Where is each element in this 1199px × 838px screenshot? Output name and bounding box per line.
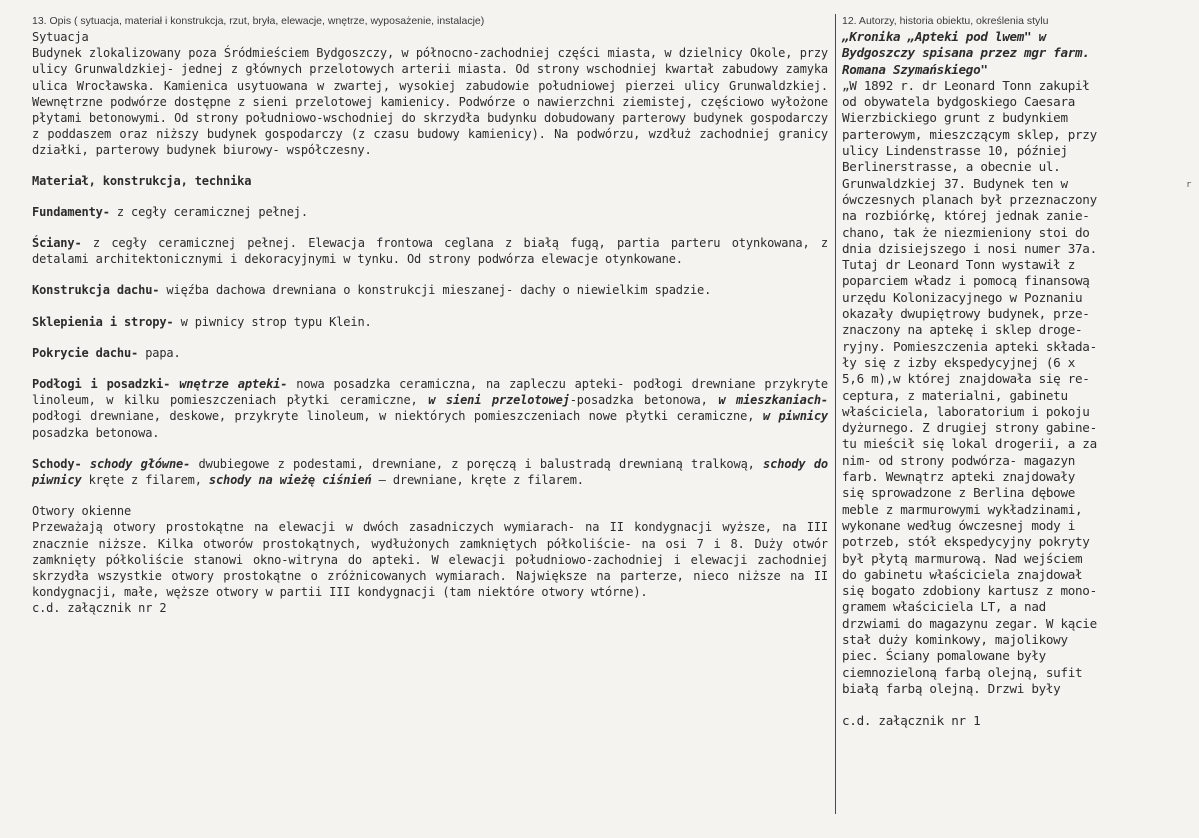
chronicle-line: był płytą marmurową. Nad wejściem (842, 550, 1083, 566)
chronicle-line: meble z marmurowymi wykładzinami, (842, 501, 1083, 517)
chronicle-line: ulicy Lindenstrasse 10, później (842, 143, 1068, 159)
sytuacja-title: Sytuacja (32, 30, 89, 44)
sklepienia-label: Sklepienia i stropy- (32, 314, 174, 329)
chronicle-line: parterowym, mieszczącym sklep, przy (842, 126, 1097, 142)
chronicle-line: znaczony na aptekę i sklep droge- (842, 322, 1083, 338)
schody-label: Schody- (32, 456, 82, 471)
history-column (842, 14, 1152, 729)
podlogi-text-1: nowa posadzka ceramiczna, na zapleczu apteki- podłogi drewniane przykryte linoleum, w kilku pomieszczeniach płytki ceramiczne, (32, 377, 829, 408)
chronicle-line: się sprowadzone z Berlina dębowe (842, 485, 1076, 501)
podlogi-emph-3: w mieszkaniach- (707, 393, 828, 408)
chronicle-line: „W 1892 r. dr Leonard Tonn zakupił (842, 77, 1090, 93)
otwory-title: Otwory okienne (32, 504, 132, 519)
chronicle-line: białą farbą olejną. Drzwi były (842, 680, 1061, 696)
podlogi-label: Podłogi i posadzki- (32, 377, 171, 392)
sciany-paragraph (32, 235, 828, 267)
fundamenty-paragraph (32, 204, 828, 220)
chronicle-line: Tutaj dr Leonard Tonn wystawił z (842, 257, 1076, 273)
pokrycie-paragraph (32, 345, 828, 361)
podlogi-paragraph (32, 376, 828, 441)
chronicle-text (842, 78, 1152, 697)
sytuacja-text: Budynek zlokalizowany poza Śródmieściem Bydgoszczy, w północno-zachodniej części miasta, w dzielnicy Okole, przy ulicy Grunwaldzkiej- jednej z głównych przelotowych arterii miasta. Od strony wschodniej kwartał zabudowy zamyka ulica Wrocławska. Kamienica usytuowana w zwartej, wysokiej zabudowie południowej pierzei ulicy Grunwaldzkiej. Wewnętrzne podwórze dostępne z sieni przelotowej kamienicy. Podwórze o nawierzchni ziemistej, częściowo wyłożone płytami betonowymi. Od strony południowo-wschodniej do skrzydła budynku dobudowany parterowy budynek gospodarczy z poddaszem oraz niższy budynek gospodarczy (z czasu budowy kamienicy). Na podwórzu, wzdłuż zachodniej granicy działki, parterowy budynek biurowy- współczesny. (32, 46, 828, 158)
chronicle-line: dnia dzisiejszego i nosi numer 37a. (842, 240, 1097, 256)
chronicle-line: stał duży kominkowy, majolikowy (842, 631, 1068, 647)
podlogi-text-3: podłogi drewniane, deskowe, przykryte linoleum, w niektórych pomieszczeniach nowe płytki ceramiczne, (32, 409, 755, 424)
schody-emph-1: schody główne- (81, 456, 191, 471)
sklepienia-paragraph (32, 314, 828, 330)
sciany-label: Ściany- (32, 236, 82, 251)
pokrycie-label: Pokrycie dachu- (32, 345, 139, 360)
otwory-text: Przeważają otwory prostokątne na elewacji w dwóch zasadniczych wymiarach- na II kondygnacji wyższe, na III znacznie niższe. Kilka otworów prostokątnych, wydłużonych zamkniętych półkoliście- na osi 7 i 8. Duży otwór zamknięty półkoliście stanowi okno-witryna do apteki. W elewacji południowo-zachodniej i elewacji zachodniej skrzydła wszystkie otwory prostokątne o zróżnicowanych wymiarach. Największe na parterze, nieco niższe na II kondygnacji, małe, węższe otwory w partii III kondygnacji (tam niektóre otwory wtórne). (32, 520, 828, 600)
chronicle-title (842, 29, 1152, 78)
edge-mark: r (1186, 180, 1192, 190)
dach-text: więźba dachowa drewniana o konstrukcji mieszanej- dachy o niewielkim spadzie. (159, 283, 712, 298)
section-13-header: 13. Opis ( sytuacja, materiał i konstrukcja, rzut, bryła, elewacje, wnętrze, wyposażenie, instalacje) (32, 15, 485, 27)
chronicle-line: ły się z izby ekspedycyjnej (6 x (842, 354, 1076, 370)
dach-label: Konstrukcja dachu- (32, 283, 160, 298)
schody-emph-3: schody na wieżę ciśnień (201, 473, 372, 488)
chronicle-line: ciemnozieloną farbą olejną, sufit (842, 664, 1083, 680)
chronicle-line: ówczesnych planach był przeznaczony (842, 191, 1097, 207)
chronicle-title-line: Romana Szymańskiego" (842, 61, 988, 77)
sciany-text: z cegły ceramicznej pełnej. Elewacja frontowa ceglana z białą fugą, partia parteru otynkowana, z detalami architektonicznymi i dekoracyjnymi w tynku. Od strony podwórza elewacje otynkowane. (32, 236, 828, 267)
schody-paragraph (32, 456, 828, 488)
description-column (32, 14, 828, 617)
pokrycie-text: papa. (138, 345, 181, 360)
schody-text-2: kręte z filarem, (81, 473, 202, 488)
chronicle-line: Grunwaldzkiej 37. Budynek ten w (842, 175, 1068, 191)
podlogi-text-2: -posadzka betonowa, (569, 393, 708, 408)
chronicle-line: na rozbiórkę, której jednak zanie- (842, 208, 1090, 224)
section-12-header: 12. Autorzy, historia obiektu, określenia stylu (842, 15, 1049, 27)
chronicle-title-line: Bydgoszczy spisana przez mgr farm. (842, 45, 1090, 61)
chronicle-line: nim- od strony podwórza- magazyn (842, 452, 1076, 468)
schody-emph-2: schody do piwnicy (32, 456, 829, 488)
chronicle-line: właściciela, laboratorium i pokoju (842, 403, 1090, 419)
right-continuation-note: c.d. załącznik nr 1 (842, 713, 981, 729)
chronicle-line: ceptura, z materialni, gabinetu (842, 387, 1068, 403)
chronicle-line: 5,6 m),w której znajdowała się re- (842, 371, 1090, 387)
fundamenty-text: z cegły ceramicznej pełnej. (109, 204, 308, 219)
chronicle-line: Berlinerstrasse, a obecnie ul. (842, 159, 1061, 175)
chronicle-line: gramem właściciela LT, a nad (842, 599, 1046, 615)
sklepienia-text: w piwnicy strop typu Klein. (173, 314, 372, 329)
chronicle-line: urzędu Kolonizacyjnego w Poznaniu (842, 289, 1083, 305)
chronicle-line: chano, tak że niezmieniony stoi do (842, 224, 1090, 240)
column-divider (835, 14, 836, 814)
schody-text-1: dwubiegowe z podestami, drewniane, z poręczą i balustradą drewnianą tralkową, (190, 456, 755, 471)
chronicle-line: piec. Ściany pomalowane były (842, 648, 1046, 664)
chronicle-line: tu mieścił się lokal drogerii, a za (842, 436, 1097, 452)
chronicle-line: potrzeb, stół ekspedycyjny pokryty (842, 534, 1090, 550)
podlogi-emph-4: w piwnicy (754, 409, 828, 424)
chronicle-line: poparciem władz i pomocą finansową (842, 273, 1090, 289)
chronicle-line: drzwiami do magazynu zegar. W kącie (842, 615, 1097, 631)
chronicle-title-line: „Kronika „Apteki pod lwem" w (842, 29, 1046, 44)
chronicle-line: od obywatela bydgoskiego Caesara (842, 94, 1076, 110)
schody-text-3: – drewniane, kręte z filarem. (371, 473, 584, 488)
fundamenty-label: Fundamenty- (32, 204, 110, 219)
chronicle-line: ryjny. Pomieszczenia apteki składa- (842, 338, 1097, 354)
chronicle-line: wykonane według ówczesnej mody i (842, 517, 1076, 533)
chronicle-line: do gabinetu właściciela znajdował (842, 566, 1083, 582)
left-continuation-note: c.d. załącznik nr 2 (32, 601, 167, 616)
chronicle-line: się bogato zdobiony kartusz z mono- (842, 583, 1097, 599)
podlogi-emph-1: wnętrze apteki- (170, 377, 288, 392)
chronicle-line: Wierzbickiego grunt z budynkiem (842, 110, 1068, 126)
chronicle-line: dyżurnego. Z drugiej strony gabine- (842, 420, 1097, 436)
dach-paragraph (32, 282, 828, 298)
podlogi-text-4: posadzka betonowa. (32, 425, 160, 440)
material-title: Materiał, konstrukcja, technika (32, 173, 252, 188)
podlogi-emph-2: w sieni przelotowej (417, 393, 570, 408)
sytuacja-section (32, 29, 828, 617)
chronicle-line: okazały dwupiętrowy budynek, prze- (842, 306, 1090, 322)
chronicle-line: farb. Wewnątrz apteki znajdowały (842, 469, 1076, 485)
